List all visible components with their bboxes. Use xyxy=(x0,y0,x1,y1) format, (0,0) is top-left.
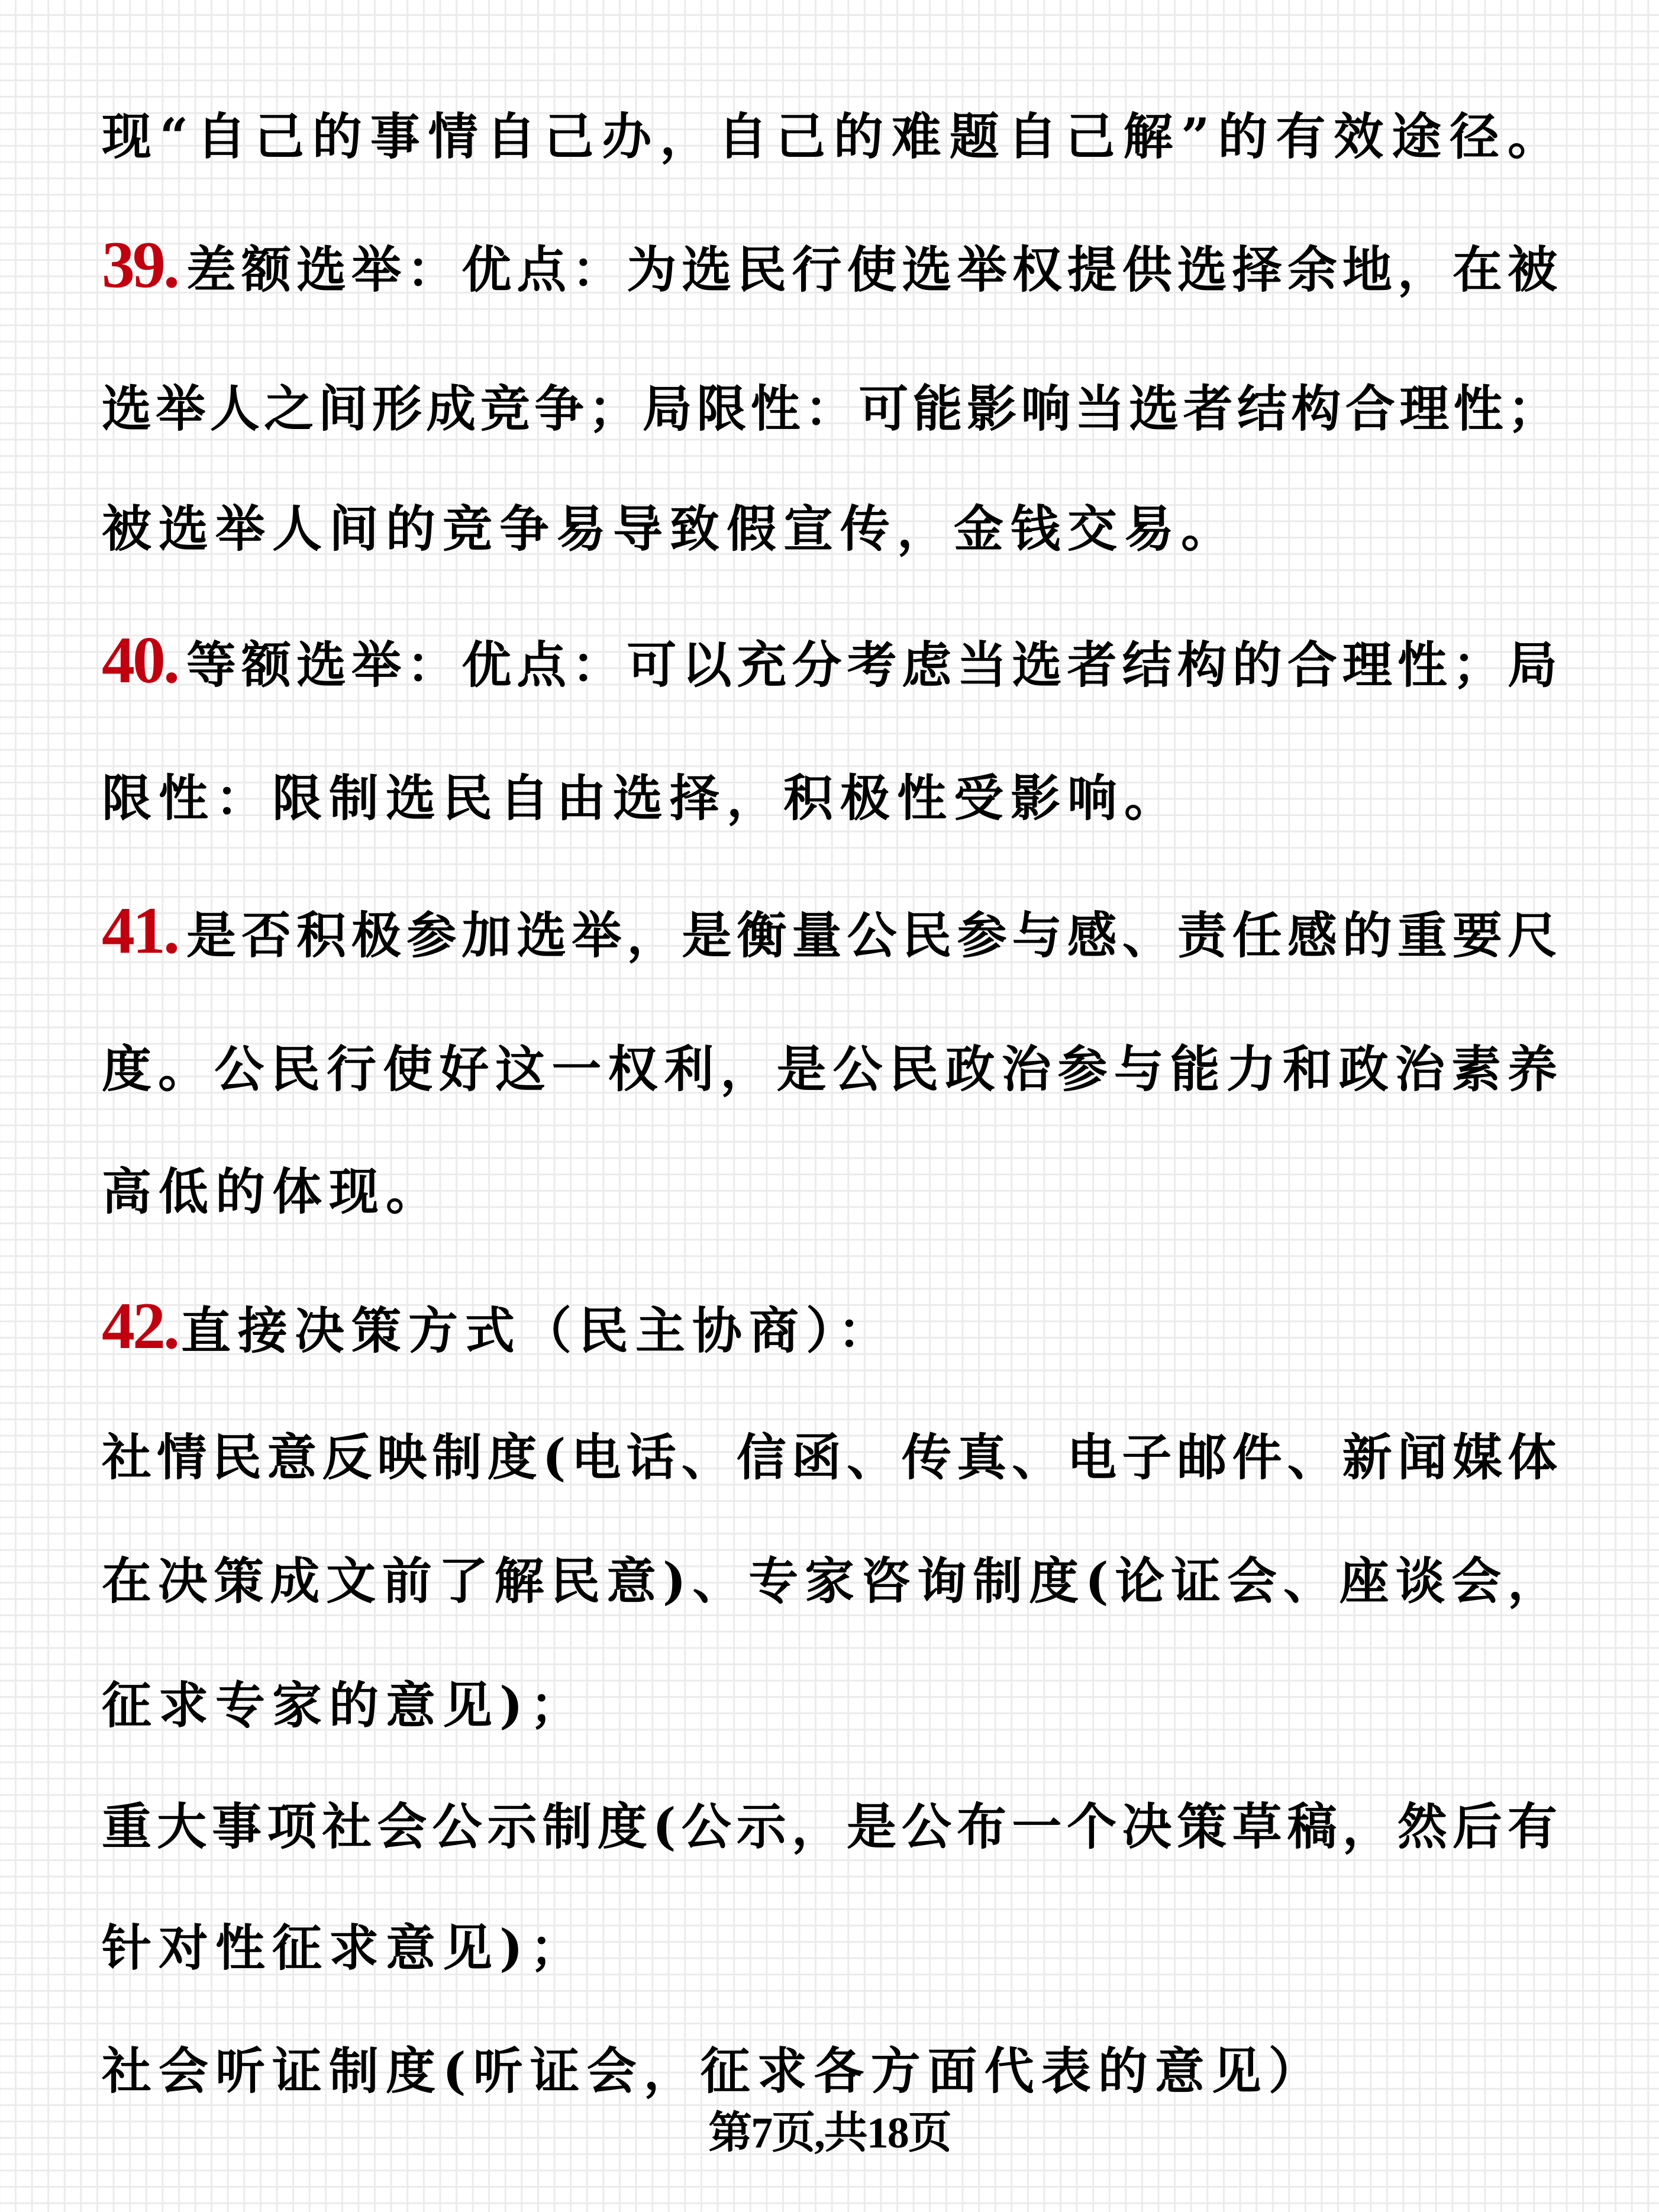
item-text: 直接决策方式（民主协商）： xyxy=(181,1301,895,1360)
continuation-line: 现“自己的事情自己办，自己的难题自己解”的有效途径。 xyxy=(102,107,1557,166)
item-41-line-3: 高低的体现。 xyxy=(102,1162,443,1221)
page-footer: 第7页,共18页 xyxy=(708,2109,951,2158)
item-42-line-7: 社会听证制度(听证会，征求各方面代表的意见） xyxy=(102,2042,1325,2100)
item-40-line-2: 限性：限制选民自由选择，积极性受影响。 xyxy=(102,769,1182,827)
item-text: 差额选举：优点：为选民行使选举权提供选择余地，在被 xyxy=(181,240,1557,299)
item-number: 41. xyxy=(102,894,177,968)
item-41-line-1 xyxy=(102,894,1557,968)
item-42-line-3: 在决策成文前了解民意)、专家咨询制度(论证会、座谈会， xyxy=(102,1552,1557,1610)
item-number: 42. xyxy=(102,1289,177,1363)
item-text: 是否积极参加选举，是衡量公民参与感、责任感的重要尺 xyxy=(181,906,1557,965)
item-42-line-4: 征求专家的意见)； xyxy=(102,1676,587,1734)
item-text: 等额选举：优点：可以充分考虑当选者结构的合理性；局 xyxy=(181,636,1557,694)
item-41-line-2: 度。公民行使好这一权利，是公民政治参与能力和政治素养 xyxy=(102,1040,1557,1098)
item-42-line-5: 重大事项社会公示制度(公示，是公布一个决策草稿，然后有 xyxy=(102,1797,1557,1856)
item-42-line-1 xyxy=(102,1289,1557,1363)
item-40-line-1 xyxy=(102,624,1557,697)
item-number: 39. xyxy=(102,228,177,302)
item-42-line-6: 针对性征求意见)； xyxy=(102,1918,587,1977)
item-number: 40. xyxy=(102,624,177,697)
item-39-line-2: 选举人之间形成竞争；局限性：可能影响当选者结构合理性； xyxy=(102,379,1557,438)
item-39-line-3: 被选举人间的竞争易导致假宣传，金钱交易。 xyxy=(102,499,1238,558)
item-39-line-1 xyxy=(102,228,1557,302)
item-42-line-2: 社情民意反映制度(电话、信函、传真、电子邮件、新闻媒体 xyxy=(102,1428,1557,1487)
